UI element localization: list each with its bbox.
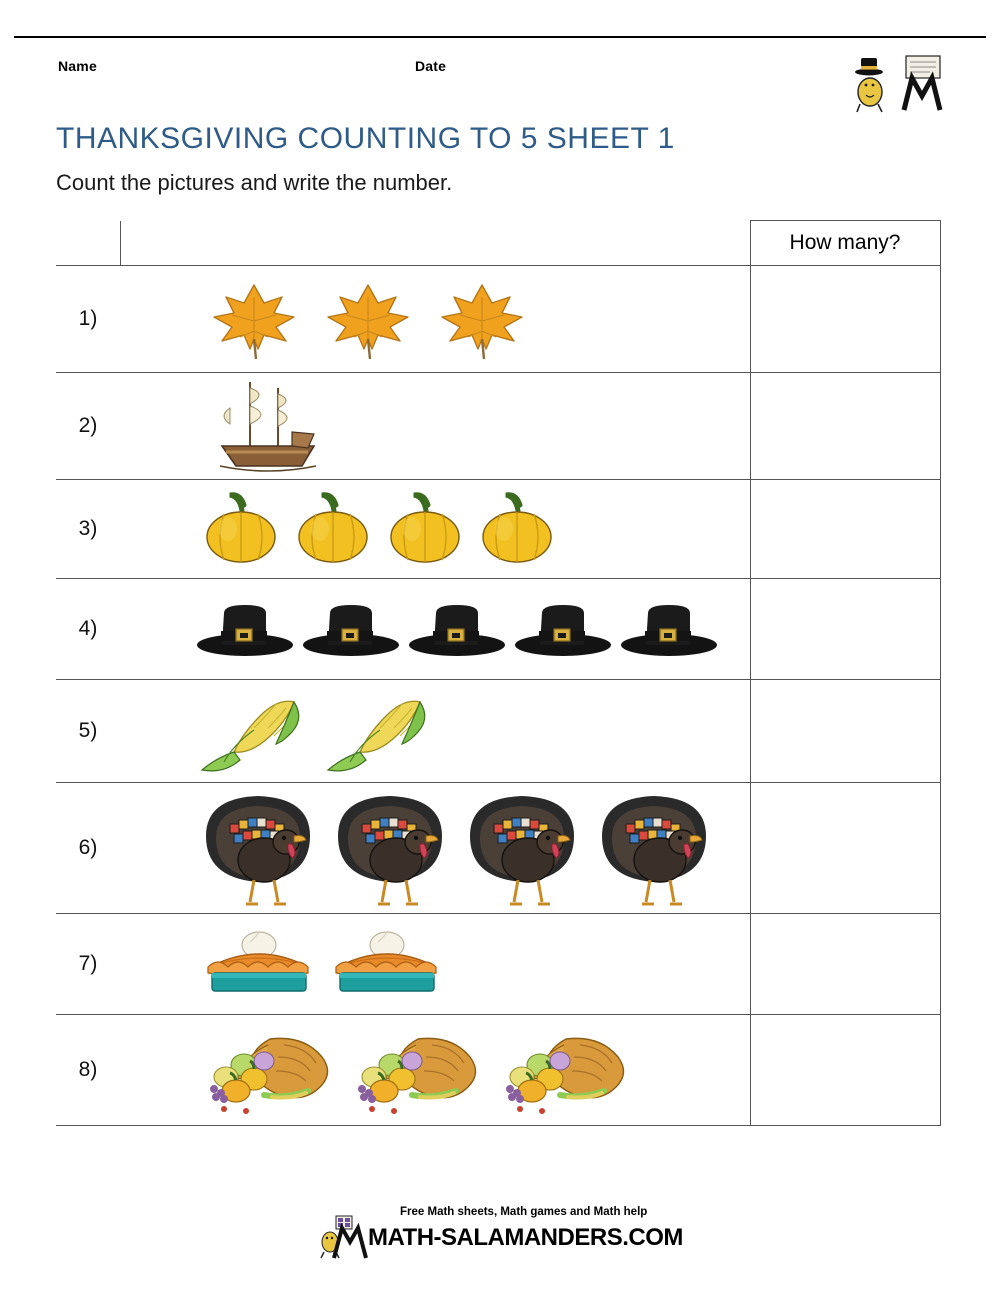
turkey-pilgrim-logo-icon — [842, 52, 952, 114]
answer-cell[interactable] — [750, 680, 940, 783]
header-blank-pictures — [120, 221, 750, 266]
row-pictures-turkeys — [120, 783, 750, 914]
mayflower-ship-icon — [208, 374, 328, 478]
answer-cell[interactable] — [750, 373, 940, 480]
autumn-leaf-icon — [434, 277, 530, 361]
table-row — [56, 1015, 940, 1126]
row-pictures-pies — [120, 914, 750, 1015]
turkey-icon — [324, 786, 456, 910]
cornucopia-icon — [488, 1019, 636, 1121]
footer — [0, 1200, 1000, 1267]
autumn-leaf-icon — [320, 277, 416, 361]
page-left-margin — [0, 0, 14, 1294]
table-row — [56, 373, 940, 480]
pilgrim-hat-icon — [510, 595, 616, 663]
pumpkin-pie-icon — [200, 923, 318, 1005]
row-pictures-ship — [120, 373, 750, 480]
footer-brand[interactable]: MATH-SALAMANDERS.COM — [368, 1224, 683, 1251]
turkey-icon — [192, 786, 324, 910]
header-blank-number — [56, 221, 120, 266]
pumpkin-icon — [474, 489, 560, 569]
row-number: 3) — [56, 480, 120, 579]
answer-cell[interactable] — [750, 783, 940, 914]
header-how-many: How many? — [750, 221, 940, 266]
pilgrim-hat-icon — [616, 595, 722, 663]
answer-cell[interactable] — [750, 579, 940, 680]
autumn-leaf-icon — [206, 277, 302, 361]
row-number: 7) — [56, 914, 120, 1015]
pilgrim-hat-icon — [298, 595, 404, 663]
page-title: THANKSGIVING COUNTING TO 5 SHEET 1 — [56, 122, 675, 155]
page-right-margin — [986, 0, 1000, 1294]
corn-cob-icon — [324, 690, 444, 772]
counting-table — [56, 220, 941, 1126]
answer-cell[interactable] — [750, 266, 940, 373]
row-number: 6) — [56, 783, 120, 914]
row-number: 2) — [56, 373, 120, 480]
pumpkin-pie-icon — [328, 923, 446, 1005]
footer-tagline: Free Math sheets, Math games and Math help — [400, 1206, 648, 1218]
turkey-icon — [588, 786, 720, 910]
turkey-icon — [456, 786, 588, 910]
corn-cob-icon — [198, 690, 318, 772]
row-pictures-pumpkins — [120, 480, 750, 579]
row-number: 8) — [56, 1015, 120, 1126]
cornucopia-icon — [192, 1019, 340, 1121]
table-row — [56, 914, 940, 1015]
row-pictures-corn — [120, 680, 750, 783]
row-number: 1) — [56, 266, 120, 373]
answer-cell[interactable] — [750, 480, 940, 579]
pumpkin-icon — [290, 489, 376, 569]
row-number: 4) — [56, 579, 120, 680]
pumpkin-icon — [198, 489, 284, 569]
answer-cell[interactable] — [750, 914, 940, 1015]
cornucopia-icon — [340, 1019, 488, 1121]
table-header-row — [56, 221, 940, 266]
pumpkin-icon — [382, 489, 468, 569]
table-row — [56, 783, 940, 914]
pilgrim-hat-icon — [404, 595, 510, 663]
table-row — [56, 680, 940, 783]
table-row — [56, 480, 940, 579]
row-pictures-hats — [120, 579, 750, 680]
name-label: Name — [58, 58, 97, 74]
top-divider — [0, 36, 1000, 38]
answer-cell[interactable] — [750, 1015, 940, 1126]
page-instructions: Count the pictures and write the number. — [56, 170, 453, 195]
row-number: 5) — [56, 680, 120, 783]
row-pictures-leaves — [120, 266, 750, 373]
row-pictures-cornucopias — [120, 1015, 750, 1126]
pilgrim-hat-icon — [192, 595, 298, 663]
date-label: Date — [415, 58, 447, 74]
table-row — [56, 579, 940, 680]
table-row — [56, 266, 940, 373]
